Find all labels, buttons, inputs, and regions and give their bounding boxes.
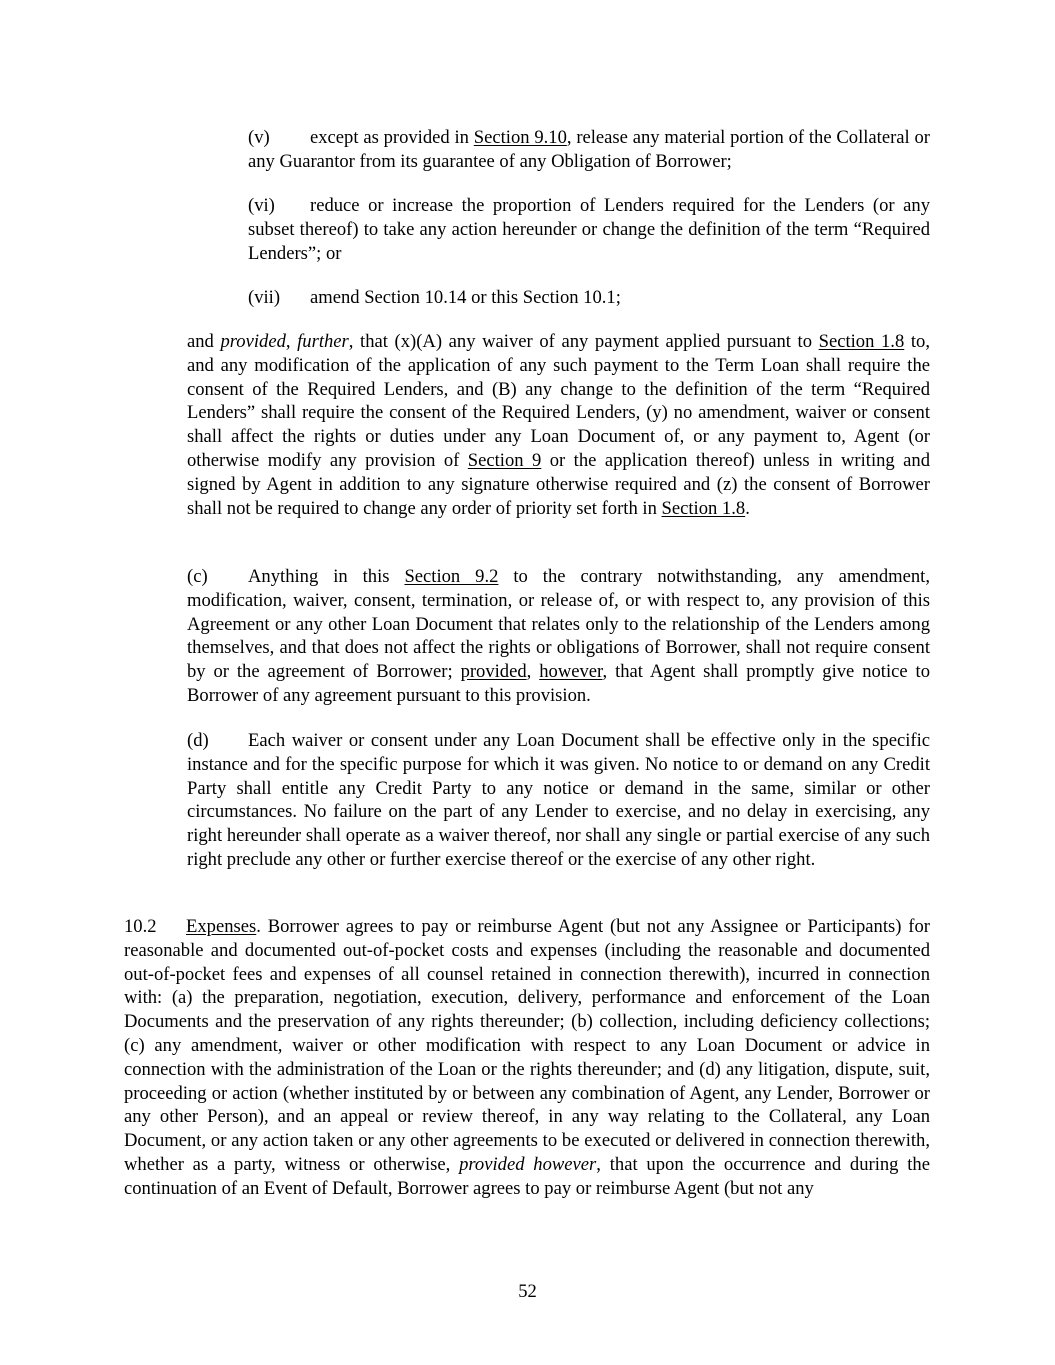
paragraph-d-label: (d)	[187, 730, 209, 751]
page-number: 52	[518, 1281, 537, 1302]
proviso-text-2: ,	[285, 331, 298, 352]
paragraph-c-label: (c)	[187, 566, 208, 587]
paragraph-c	[187, 565, 930, 708]
paragraph-c-text-3: ,	[526, 661, 540, 683]
paragraph-d-text: Each waiver or consent under any Loan Document shall be effective only in the specific instance and for the specific purpose for which it was given. No notice to or demand on any Credit Party shall entitle any Credit Party to any notice or demand in the same, similar or other circumstances. No failure on the part of any Lender to exercise, and no delay in exercising, any right hereunder shall operate as a waiver thereof, nor shall any single or partial exercise of any such right preclude any other or further exercise thereof or the exercise of any other right.	[187, 730, 930, 870]
proviso-text-4: to, and any modification of the application of any such payment to the Term Loan shall require the consent of the Required Lenders, and (B) any change to the definition of the term “Required Lenders” shall require the consent of the Required Lenders, (y) no amendment, waiver or consent shall affect the rights or duties under any Loan Document of, or any payment to, Agent (or otherwise modify any provision of	[187, 331, 930, 471]
section-10-2	[124, 915, 930, 1201]
clause-v-text-2: , release any material portion of the Collateral or any Guarantor from its guarantee of any Obligation of Borrower;	[248, 127, 930, 172]
proviso-text-1: and	[187, 331, 221, 352]
section-9-10-reference: Section 9.10	[473, 127, 567, 148]
section-10-2-number: 10.2	[124, 916, 157, 937]
clause-vi-label: (vi)	[248, 195, 275, 216]
proviso-italic-further: further	[297, 331, 349, 352]
however-underlined: however	[539, 661, 603, 683]
section-10-2-text-1: . Borrower agrees to pay or reimburse Agent (but not any Assignee or Participants) for reasonable and documented out-of-pocket costs and expenses (including the reasonable and documented out-of-pocket fees and expenses of all counsel retained in connection therewith), incurred in connection with: (a) the preparation, negotiation, execution, delivery, performance and enforcement of the Loan Documents and the preservation of any rights thereunder; (b) collection, including deficiency collections; (c) any amendment, waiver or other modification with respect to any Loan Document or advice in connection with the administration of the Loan or the rights thereunder; and (d) any litigation, dispute, suit, proceeding or action (whether instituted by or between any combination of Agent, any Lender, Borrower or any other Person), and an appeal or review thereof, in any way relating to the Collateral, any Loan Document, or any action taken or any other agreements to be executed or delivered in connection therewith, whether as a party, witness or otherwise,	[124, 916, 930, 1175]
proviso-italic-provided: provided	[220, 331, 286, 352]
proviso-text-3: , that (x)(A) any waiver of any payment applied pursuant to	[348, 331, 819, 352]
section-1-8-reference-2: Section 1.8	[661, 497, 746, 519]
paragraph-c-text-1: Anything in this	[248, 566, 405, 587]
proviso-paragraph	[187, 330, 930, 520]
section-9-reference: Section 9	[467, 449, 542, 471]
clause-v-text-1: except as provided in	[310, 127, 474, 148]
proviso-text-6: .	[745, 497, 750, 519]
provided-underlined: provided	[460, 661, 527, 683]
section-1-8-reference: Section 1.8	[818, 331, 905, 352]
expenses-heading: Expenses	[186, 916, 257, 937]
clause-vii	[248, 286, 930, 310]
clause-v	[248, 126, 930, 174]
clause-vi	[248, 194, 930, 265]
clause-v-label: (v)	[248, 127, 270, 148]
clause-vi-text: reduce or increase the proportion of Lenders required for the Lenders (or any subset thereof) to take any action hereunder or change the definition of the term “Required Lenders”; or	[248, 195, 930, 264]
section-9-2-reference: Section 9.2	[404, 566, 499, 587]
paragraph-c-text-4: , that Agent shall promptly give notice to Borrower of any agreement pursuant to this provision.	[187, 661, 930, 706]
clause-vii-text: amend Section 10.14 or this Section 10.1;	[310, 287, 621, 308]
paragraph-d	[187, 729, 930, 872]
provided-however-italic: provided however	[459, 1153, 597, 1175]
paragraph-c-text-2: to the contrary notwithstanding, any amendment, modification, waiver, consent, termination, or release of, or with respect to, any provision of this Agreement or any other Loan Document that relates only to the relationship of the Lenders among themselves, and that does not affect the rights or obligations of Borrower, shall not require consent by or the agreement of Borrower;	[187, 566, 930, 683]
section-10-2-text-2: , that upon the occurrence and during the continuation of an Event of Default, Borrower agrees to pay or reimburse Agent (but not any	[124, 1153, 930, 1199]
clause-vii-label: (vii)	[248, 287, 281, 308]
proviso-text-5: or the application thereof) unless in writing and signed by Agent in addition to any signature otherwise required and (z) the consent of Borrower shall not be required to change any order of priority set forth in	[187, 449, 930, 519]
